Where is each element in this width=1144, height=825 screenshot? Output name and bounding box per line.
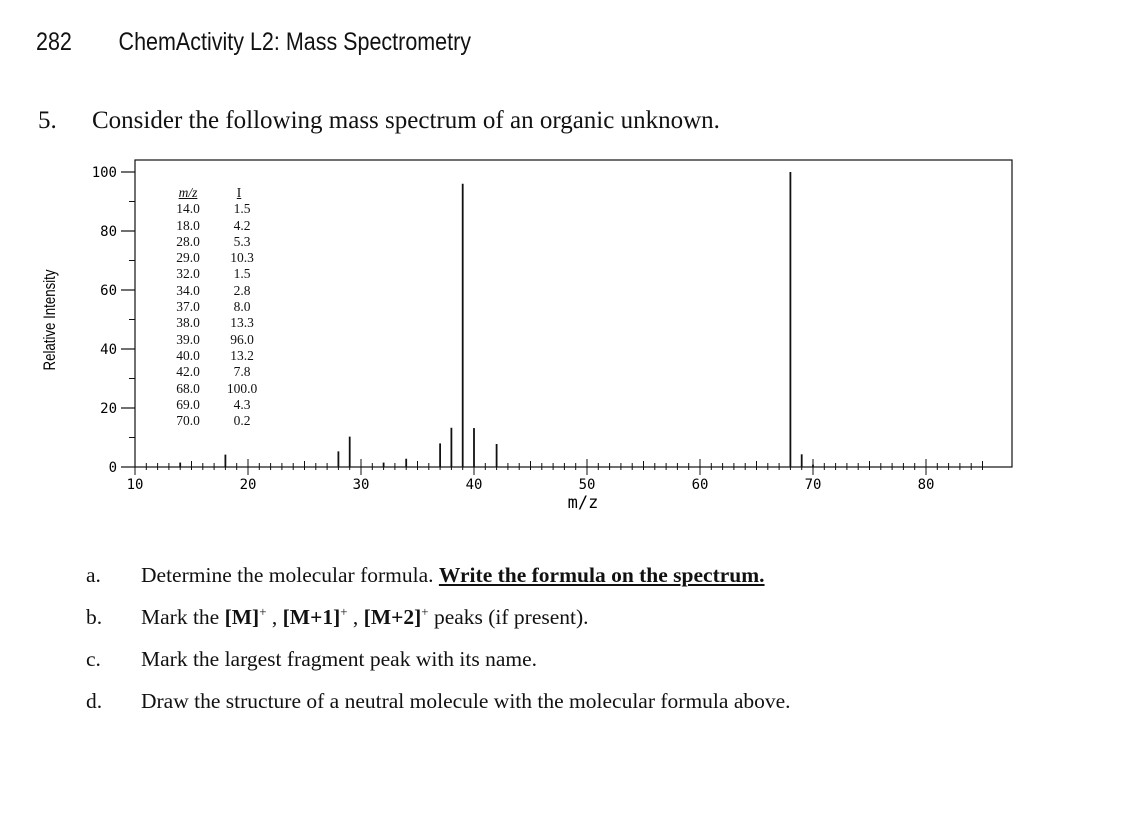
part-text: Draw the structure of a neutral molecule with the molecular formula above. — [141, 689, 791, 713]
m2-peak-label: [M+2] — [363, 605, 422, 630]
intensity-cell: 13.2 — [230, 347, 254, 363]
x-tick-label: 60 — [691, 477, 709, 493]
separator: , — [347, 605, 364, 630]
x-tick-label: 30 — [352, 477, 370, 493]
table-row — [164, 201, 266, 217]
y-axis-label: Relative Intensity — [40, 269, 60, 371]
question-prompt: Consider the following mass spectrum of an organic unknown. — [92, 107, 720, 134]
table-row — [164, 348, 266, 364]
intensity-cell: 2.8 — [233, 282, 251, 298]
intensity-cell: 1.5 — [233, 266, 251, 282]
mz-cell: 40.0 — [176, 347, 200, 363]
intensity-cell: 96.0 — [230, 331, 254, 347]
table-row — [164, 234, 266, 250]
m1-peak-label: [M+1] — [282, 605, 341, 630]
intensity-column-header: I — [236, 185, 242, 200]
mz-cell: 34.0 — [176, 282, 200, 298]
part-text: Mark the largest fragment peak with its name. — [141, 647, 538, 671]
intensity-cell: 5.3 — [233, 233, 251, 249]
intensity-cell: 4.2 — [233, 217, 251, 233]
part-emphasis: Write the formula on the spectrum. — [438, 563, 765, 587]
x-tick-label: 20 — [239, 477, 257, 493]
table-row — [164, 332, 266, 348]
part-text: Mark the — [141, 605, 225, 630]
charge-sup: + — [340, 605, 348, 619]
mz-cell: 18.0 — [176, 217, 200, 233]
x-tick-label: 10 — [126, 477, 144, 493]
y-tick-label: 80 — [100, 224, 117, 240]
mass-spectrum-chart — [0, 150, 1080, 520]
part-label: c. — [86, 647, 101, 671]
chapter-title: ChemActivity L2: Mass Spectrometry — [118, 28, 472, 56]
page-header — [36, 28, 471, 57]
y-tick-label: 20 — [100, 401, 117, 417]
y-tick-label: 60 — [100, 283, 117, 299]
table-row — [164, 315, 266, 331]
mz-cell: 37.0 — [176, 299, 200, 315]
mz-cell: 32.0 — [176, 266, 200, 282]
part-label: d. — [86, 689, 103, 713]
intensity-cell: 100.0 — [226, 380, 258, 396]
mz-cell: 38.0 — [176, 315, 200, 331]
separator: , — [266, 605, 283, 630]
charge-sup: + — [421, 605, 429, 619]
mz-cell: 29.0 — [176, 250, 200, 266]
part-label: b. — [86, 605, 103, 629]
charge-sup: + — [259, 605, 267, 619]
plot-frame — [135, 160, 1012, 467]
x-tick-label: 50 — [578, 477, 596, 493]
mz-cell: 68.0 — [176, 380, 200, 396]
part-text: peaks (if present). — [428, 605, 589, 630]
mz-cell: 69.0 — [176, 396, 200, 412]
y-tick-label: 100 — [91, 165, 117, 181]
mz-cell: 70.0 — [176, 413, 200, 429]
table-row — [164, 397, 266, 413]
y-tick-label: 0 — [108, 460, 117, 476]
intensity-cell: 7.8 — [233, 364, 251, 380]
table-row — [164, 413, 266, 429]
mz-cell: 39.0 — [176, 331, 200, 347]
part-label: a. — [86, 563, 101, 587]
table-row — [164, 381, 266, 397]
intensity-cell: 13.3 — [230, 315, 254, 331]
page-number: 282 — [36, 28, 72, 56]
table-row — [164, 283, 266, 299]
x-tick-label: 70 — [804, 477, 822, 493]
mz-cell: 14.0 — [176, 201, 200, 217]
intensity-cell: 10.3 — [230, 250, 254, 266]
table-row — [164, 218, 266, 234]
table-row — [164, 266, 266, 282]
mz-cell: 42.0 — [176, 364, 200, 380]
y-tick-label: 40 — [100, 342, 117, 358]
intensity-cell: 1.5 — [233, 201, 251, 217]
m-peak-label: [M] — [224, 605, 260, 630]
chart-peaks — [180, 172, 813, 467]
table-row — [164, 299, 266, 315]
intensity-cell: 4.3 — [233, 396, 251, 412]
question-number: 5. — [38, 107, 57, 134]
mz-column-header: m/z — [178, 185, 198, 200]
intensity-cell: 8.0 — [233, 299, 251, 315]
intensity-cell: 0.2 — [233, 413, 251, 429]
x-tick-label: 80 — [917, 477, 935, 493]
x-tick-label: 40 — [465, 477, 483, 493]
x-axis-label: m/z — [567, 493, 599, 513]
table-row — [164, 250, 266, 266]
mz-cell: 28.0 — [176, 233, 200, 249]
part-text: Determine the molecular formula. — [141, 563, 439, 587]
peak-data-table — [164, 185, 266, 429]
table-row — [164, 364, 266, 380]
